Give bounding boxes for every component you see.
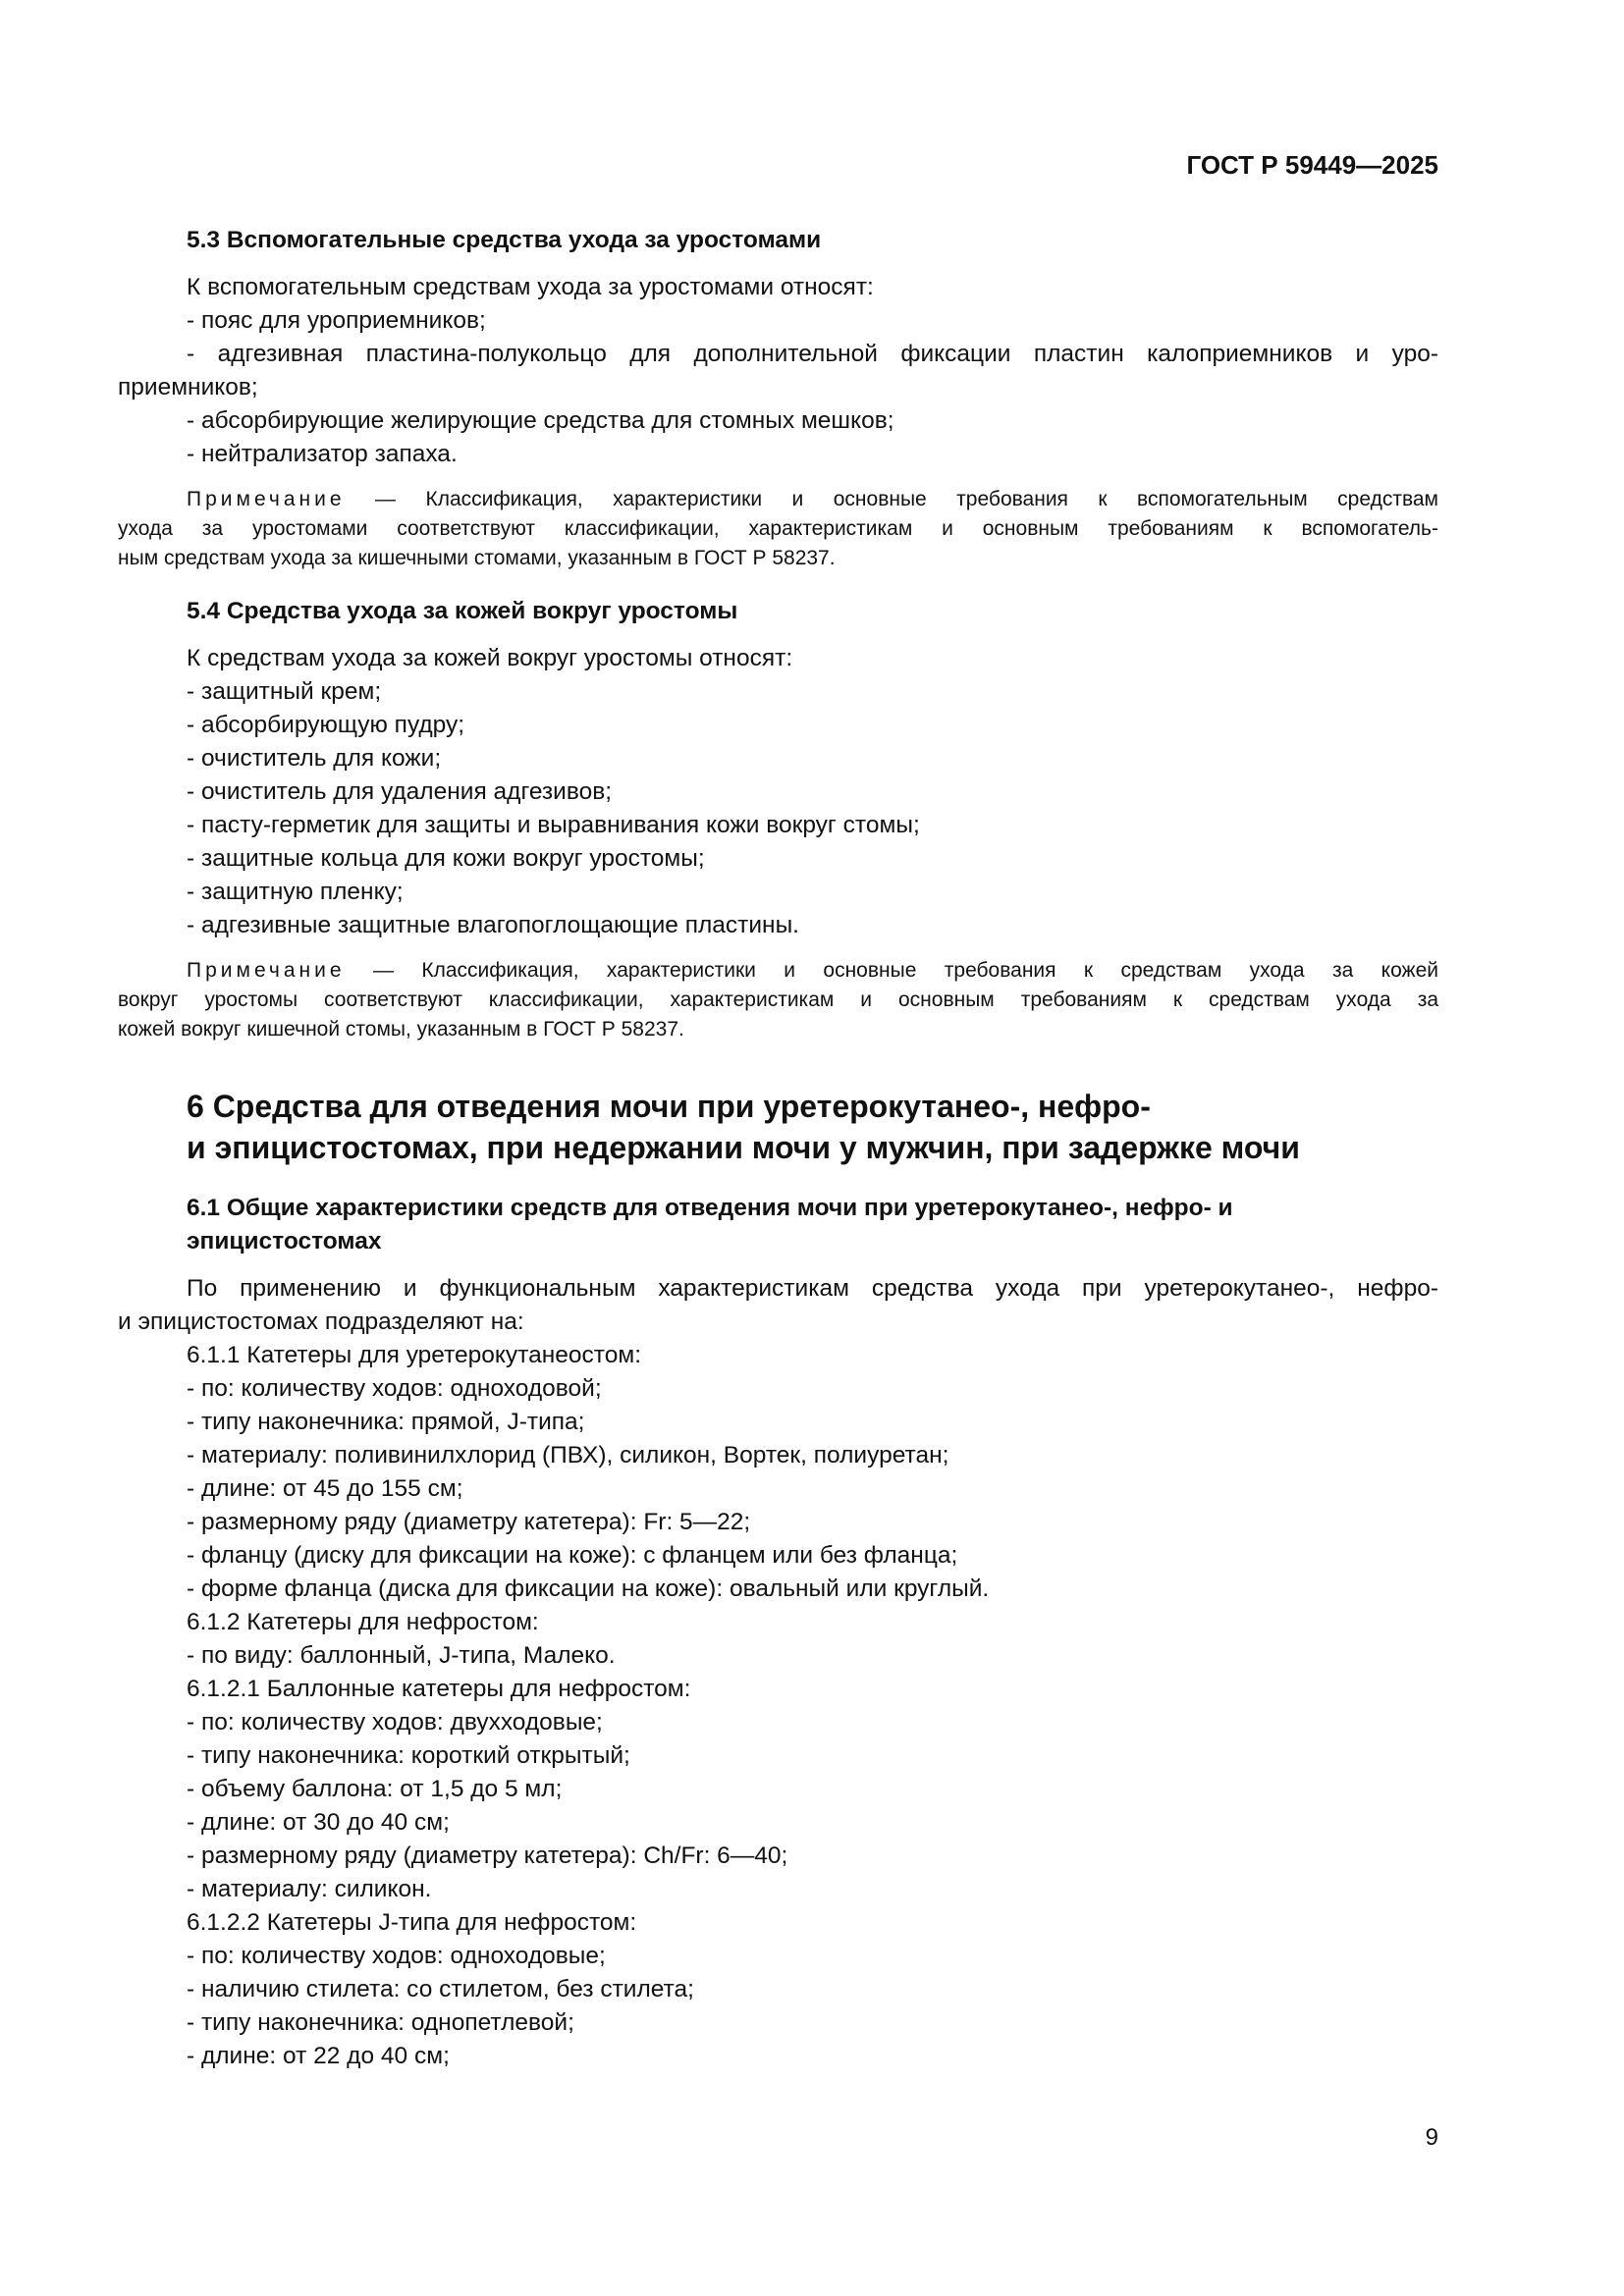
note-line: ным средствам ухода за кишечными стомами, указанным в ГОСТ Р 58237. [118, 547, 836, 569]
list-item: - размерному ряду (диаметру катетера): Ch/Fr: 6—40; [187, 1842, 788, 1869]
list-item: - пасту-герметик для защиты и выравнивания кожи вокруг стомы; [187, 812, 920, 838]
list-item: 6.1.1 Катетеры для уретерокутанеостом: [187, 1342, 641, 1368]
document-id-header: ГОСТ Р 59449—2025 [1186, 150, 1438, 180]
section-6-1-heading-line1: 6.1 Общие характеристики средств для отведения мочи при уретерокутанео-, нефро- и [187, 1195, 1233, 1221]
list-item: - типу наконечника: однопетлевой; [187, 2009, 574, 2036]
list-item: - форме фланца (диска для фиксации на коже): овальный или круглый. [187, 1575, 990, 1602]
list-item: - длине: от 45 до 155 см; [187, 1475, 463, 1502]
list-item: - защитный крем; [187, 678, 382, 705]
list-item: - длине: от 30 до 40 см; [187, 1809, 450, 1836]
note-5-4 [118, 956, 1438, 1044]
list-item: - защитные кольца для кожи вокруг уростомы; [187, 845, 705, 872]
section-5-4-heading: 5.4 Средства ухода за кожей вокруг уростомы [187, 598, 738, 624]
list-item: - по: количеству ходов: двухходовые; [187, 1709, 603, 1735]
note-label: Примечание [187, 488, 346, 510]
note-line [118, 956, 1438, 986]
list-item-continuation: приемников; [118, 374, 258, 400]
section-5-4-intro: К средствам ухода за кожей вокруг уростомы относят: [187, 645, 793, 671]
list-item: - адгезивная пластина-полукольцо для дополнительной фиксации пластин калоприемников и уро- [187, 341, 1438, 367]
page-number: 9 [1425, 2124, 1438, 2151]
note-5-3 [118, 485, 1438, 573]
list-item: 6.1.2.1 Баллонные катетеры для нефростом: [187, 1676, 691, 1702]
list-item: - материалу: силикон. [187, 1876, 432, 1902]
note-line: кожей вокруг кишечной стомы, указанным в ГОСТ Р 58237. [118, 1018, 684, 1041]
section-5-3-intro: К вспомогательным средствам ухода за уростомами относят: [187, 274, 874, 300]
list-item: - типу наконечника: прямой, J-типа; [187, 1409, 585, 1435]
list-item: - по: количеству ходов: одноходовой; [187, 1375, 602, 1402]
list-item: - очиститель для удаления адгезивов; [187, 778, 613, 805]
section-5-3-heading: 5.3 Вспомогательные средства ухода за уростомами [187, 227, 822, 253]
list-item: - абсорбирующую пудру; [187, 712, 465, 738]
list-item: - фланцу (диску для фиксации на коже): с фланцем или без фланца; [187, 1542, 958, 1569]
list-item: - пояс для уроприемников; [187, 307, 486, 334]
chapter-6-heading-line2: и эпицистостомах, при недержании мочи у мужчин, при задержке мочи [187, 1130, 1300, 1165]
note-line: вокруг уростомы соответствуют классификации, характеристикам и основным требованиям к средствам ухода за [118, 988, 1438, 1011]
list-item: - адгезивные защитные влагопоглощающие пластины. [187, 912, 799, 938]
list-item: - материалу: поливинилхлорид (ПВХ), силикон, Вортек, полиуретан; [187, 1442, 949, 1468]
note-line [118, 485, 1438, 514]
list-item: - по виду: баллонный, J-типа, Малеко. [187, 1642, 616, 1669]
page-content [118, 224, 1438, 2073]
note-text: — Классификация, характеристики и основные требования к вспомогательным средствам [345, 488, 1438, 510]
list-item: - наличию стилета: со стилетом, без стилета; [187, 1976, 694, 2002]
list-item: - по: количеству ходов: одноходовые; [187, 1943, 606, 1969]
list-item: 6.1.2.2 Катетеры J-типа для нефростом: [187, 1909, 637, 1936]
section-6-1-intro-line2: и эпицистостомах подразделяют на: [118, 1308, 524, 1335]
chapter-6-heading-line1: 6 Средства для отведения мочи при уретерокутанео-, нефро- [187, 1089, 1151, 1124]
list-item: - очиститель для кожи; [187, 745, 442, 772]
note-line: ухода за уростомами соответствуют классификации, характеристикам и основным требованиям к вспомогатель- [118, 517, 1438, 540]
list-item: - объему баллона: от 1,5 до 5 мл; [187, 1776, 563, 1802]
section-6-1-heading-line2: эпицистостомах [187, 1228, 382, 1255]
list-item: - нейтрализатор запаха. [187, 441, 458, 467]
note-text: — Классификация, характеристики и основные требования к средствам ухода за кожей [345, 959, 1438, 982]
section-6-1-intro-line1: По применению и функциональным характеристикам средства ухода при уретерокутанео-, нефро- [187, 1275, 1438, 1302]
note-label: Примечание [187, 959, 346, 982]
list-item: - длине: от 22 до 40 см; [187, 2043, 450, 2069]
list-item: 6.1.2 Катетеры для нефростом: [187, 1609, 539, 1635]
list-item: - размерному ряду (диаметру катетера): Fr: 5—22; [187, 1509, 751, 1535]
list-item: - абсорбирующие желирующие средства для стомных мешков; [187, 407, 894, 434]
list-item: - типу наконечника: короткий открытый; [187, 1742, 630, 1769]
list-item: - защитную пленку; [187, 879, 404, 905]
